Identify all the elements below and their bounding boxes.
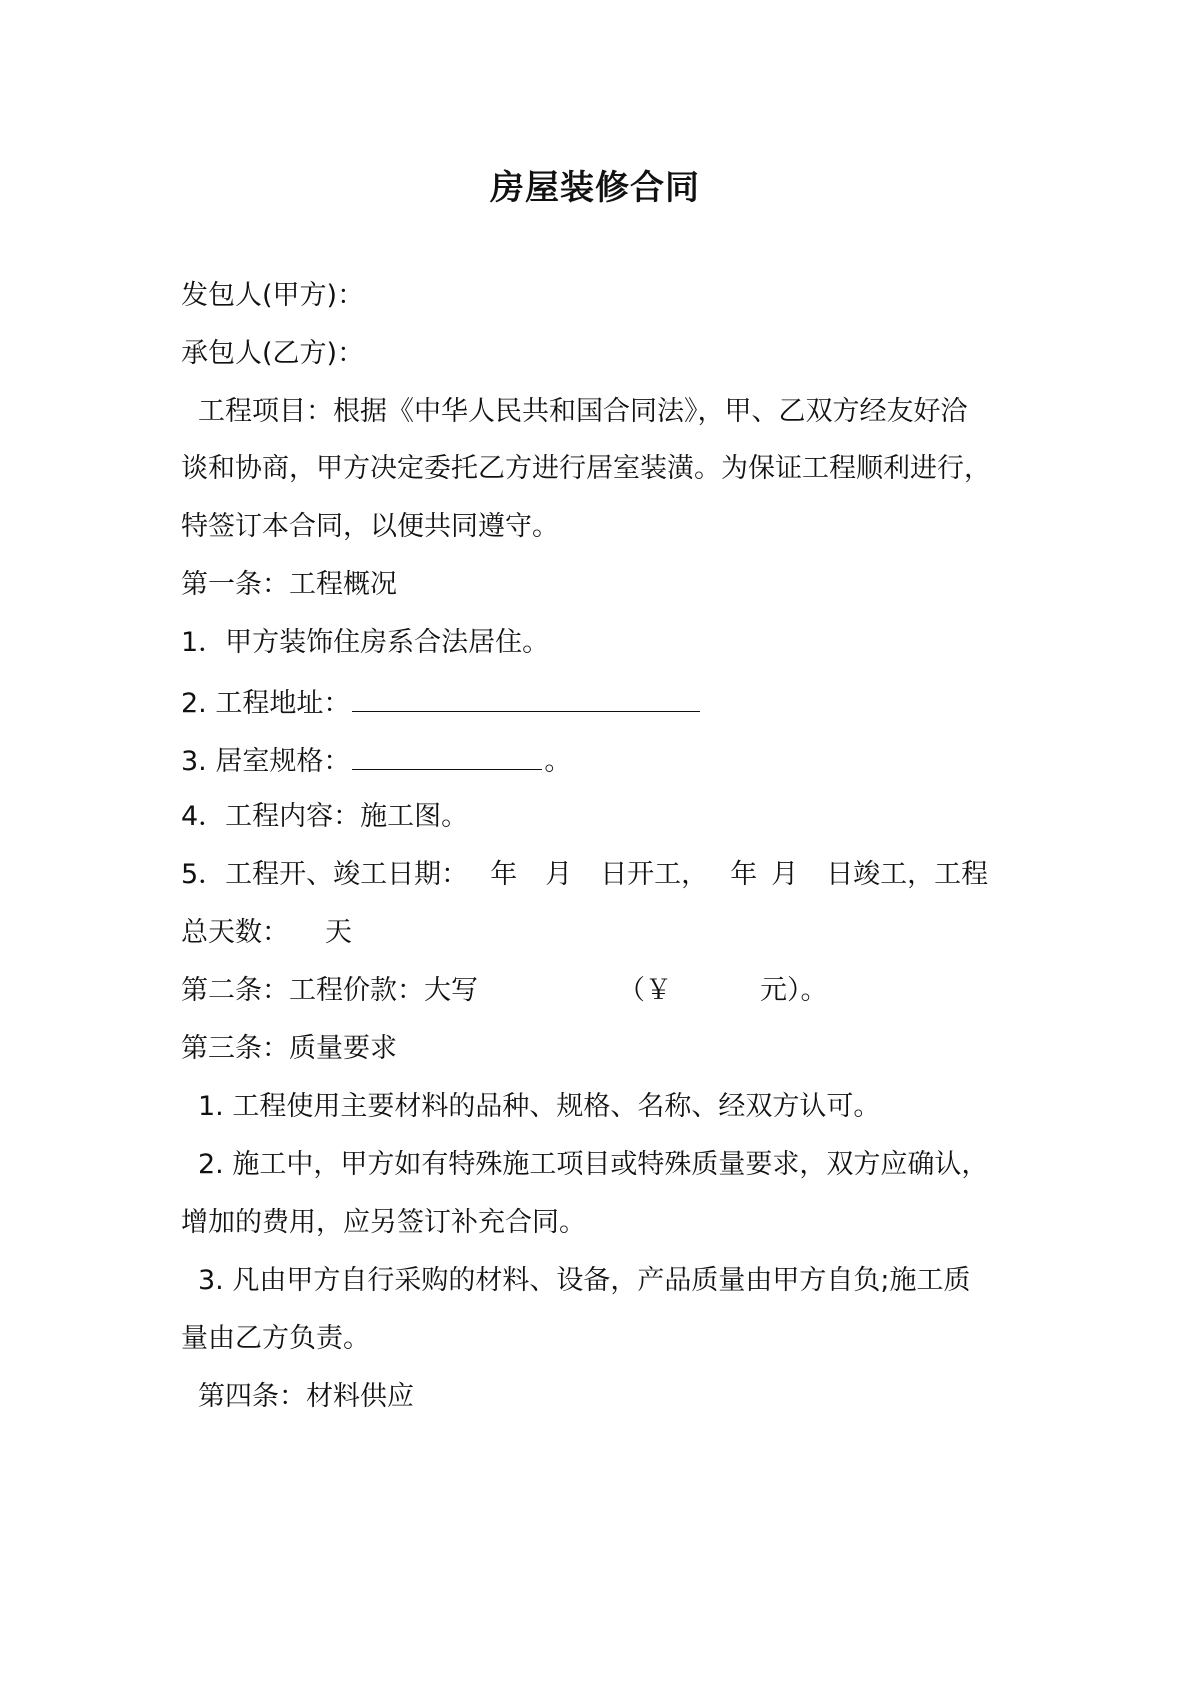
quality-item-3-line-1: 3. 凡由甲方自行采购的材料、设备，产品质量由甲方自负;施工质	[198, 1265, 971, 1296]
spec-label: 3. 居室规格：	[181, 746, 351, 777]
total-days-unit: 天	[325, 917, 352, 948]
address-label: 2. 工程地址：	[181, 688, 351, 719]
article-3-heading: 第三条：质量要求	[181, 1033, 397, 1064]
article-4-heading: 第四条：材料供应	[198, 1381, 414, 1412]
party-a-line: 发包人(甲方)：	[181, 280, 365, 311]
article-2-price	[181, 971, 1031, 1011]
preamble-line-3: 特签订本合同，以便共同遵守。	[181, 511, 559, 542]
price-label: 第二条：工程价款：大写	[181, 975, 478, 1006]
price-yuan: 元）。	[760, 975, 828, 1006]
article-1-heading: 第一条：工程概况	[181, 569, 397, 600]
quality-item-2-line-1: 2. 施工中，甲方如有特殊施工项目或特殊质量要求，双方应确认，	[198, 1149, 989, 1180]
preamble-line-1: 工程项目：根据《中华人民共和国合同法》，甲、乙双方经友好洽	[198, 396, 968, 427]
spec-blank-field	[352, 739, 542, 770]
item-2-address	[181, 681, 1031, 724]
address-blank-field	[352, 681, 700, 712]
item-4: 4．工程内容：施工图。	[181, 801, 469, 832]
quality-item-3-line-2: 量由乙方负责。	[181, 1323, 370, 1354]
price-yen: （￥	[618, 975, 672, 1006]
document-title: 房屋装修合同	[490, 168, 700, 208]
party-b-line: 承包人(乙方)：	[181, 338, 365, 369]
quality-item-2-line-2: 增加的费用，应另签订补充合同。	[181, 1207, 586, 1238]
item-5-total-days	[181, 913, 1031, 953]
start-month: 月	[545, 859, 573, 890]
spec-suffix: 。	[544, 746, 572, 777]
dates-label: 5．工程开、竣工日期：	[181, 859, 469, 890]
end-month: 月	[771, 859, 799, 890]
end-year: 年	[730, 859, 758, 890]
item-3-spec	[181, 739, 1031, 782]
start-year: 年	[490, 859, 518, 890]
quality-item-1: 1. 工程使用主要材料的品种、规格、名称、经双方认可。	[198, 1091, 881, 1122]
item-5-dates	[181, 855, 1031, 895]
total-days-label: 总天数：	[181, 917, 289, 948]
end-day: 日竣工，工程	[826, 859, 989, 890]
preamble-line-2: 谈和协商，甲方决定委托乙方进行居室装潢。为保证工程顺利进行，	[181, 453, 991, 484]
item-1: 1．甲方装饰住房系合法居住。	[181, 627, 550, 658]
start-day: 日开工，	[600, 859, 709, 890]
